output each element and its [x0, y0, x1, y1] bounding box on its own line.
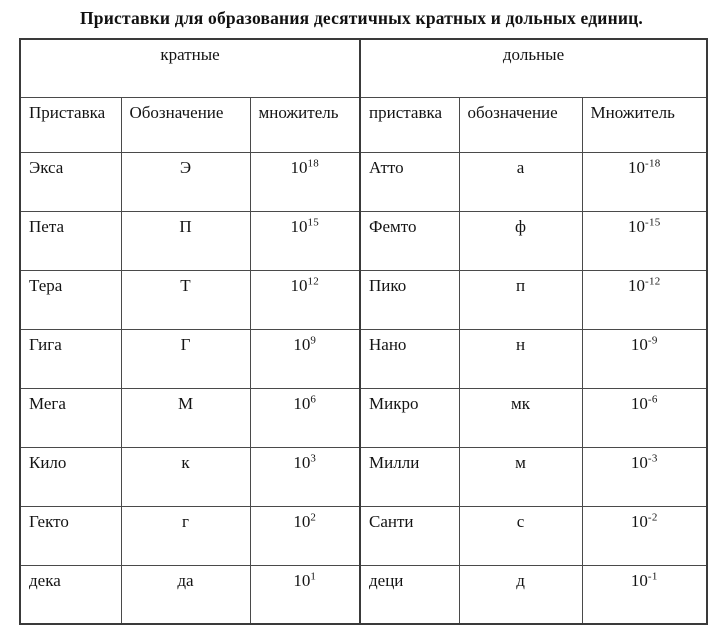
multiplier-base: 10 [627, 216, 645, 236]
table-body [20, 152, 707, 624]
symbol-cell-multiples: Т [121, 270, 250, 329]
column-header-symbol-s: обозначение [459, 97, 582, 152]
symbol-cell-submultiples: н [459, 329, 582, 388]
table-row [20, 152, 707, 211]
multiplier-exponent: -3 [647, 451, 658, 464]
multiplier-exponent: 1 [310, 569, 317, 582]
table-row [20, 447, 707, 506]
multiplier-cell-multiples [250, 447, 360, 506]
multiplier-cell-multiples [250, 211, 360, 270]
multiplier-base: 10 [293, 334, 311, 354]
group-header-multiples: кратные [20, 39, 360, 97]
multiplier-cell-multiples [250, 565, 360, 624]
multiplier-cell-submultiples [582, 152, 707, 211]
multiplier-exponent: 2 [310, 510, 317, 523]
multiplier-exponent: 3 [310, 451, 317, 464]
symbol-cell-submultiples: д [459, 565, 582, 624]
multiplier-cell-submultiples [582, 447, 707, 506]
prefix-cell-multiples: Гекто [20, 506, 121, 565]
table-row [20, 565, 707, 624]
table-header [20, 39, 707, 152]
multiplier-cell-submultiples [582, 329, 707, 388]
multiplier-base: 10 [630, 334, 648, 354]
symbol-cell-multiples: Г [121, 329, 250, 388]
multiplier-base: 10 [627, 157, 645, 177]
prefix-cell-submultiples: деци [360, 565, 459, 624]
table-row [20, 506, 707, 565]
multiplier-exponent: 9 [310, 333, 317, 346]
prefix-cell-multiples: Мега [20, 388, 121, 447]
column-header-row [20, 97, 707, 152]
symbol-cell-submultiples: п [459, 270, 582, 329]
multiplier-base: 10 [293, 570, 311, 590]
column-header-multiplier-s: Множитель [582, 97, 707, 152]
multiplier-cell-submultiples [582, 388, 707, 447]
multiplier-exponent: -15 [644, 215, 661, 228]
symbol-cell-submultiples: м [459, 447, 582, 506]
multiplier-base: 10 [290, 157, 308, 177]
multiplier-base: 10 [630, 570, 648, 590]
multiplier-exponent: -1 [647, 569, 658, 582]
page-title: Приставки для образования десятичных кратных и дольных единиц. [79, 8, 644, 28]
table-row [20, 211, 707, 270]
multiplier-cell-multiples [250, 388, 360, 447]
table-row [20, 388, 707, 447]
symbol-cell-submultiples: ф [459, 211, 582, 270]
multiplier-base: 10 [630, 393, 648, 413]
symbol-cell-multiples: Э [121, 152, 250, 211]
multiplier-cell-multiples [250, 329, 360, 388]
prefix-cell-submultiples: Атто [360, 152, 459, 211]
multiplier-cell-submultiples [582, 565, 707, 624]
prefix-cell-submultiples: Санти [360, 506, 459, 565]
table-row [20, 270, 707, 329]
prefix-cell-submultiples: Пико [360, 270, 459, 329]
symbol-cell-submultiples: с [459, 506, 582, 565]
prefix-cell-multiples: Тера [20, 270, 121, 329]
multiplier-cell-submultiples [582, 506, 707, 565]
prefix-cell-submultiples: Микро [360, 388, 459, 447]
multiplier-cell-multiples [250, 506, 360, 565]
column-header-prefix-s: приставка [360, 97, 459, 152]
symbol-cell-multiples: к [121, 447, 250, 506]
multiplier-exponent: -9 [647, 333, 658, 346]
prefix-cell-multiples: Пета [20, 211, 121, 270]
table-row [20, 329, 707, 388]
multiplier-base: 10 [630, 511, 648, 531]
multiplier-exponent: 6 [310, 392, 317, 405]
symbol-cell-multiples: П [121, 211, 250, 270]
prefix-cell-submultiples: Нано [360, 329, 459, 388]
prefix-cell-multiples: Гига [20, 329, 121, 388]
column-header-multiplier-m: множитель [250, 97, 360, 152]
group-header-submultiples: дольные [360, 39, 707, 97]
multiplier-base: 10 [293, 452, 311, 472]
multiplier-base: 10 [290, 216, 308, 236]
column-header-symbol-m: Обозначение [121, 97, 250, 152]
group-header-row [20, 39, 707, 97]
prefixes-table [19, 38, 708, 625]
multiplier-base: 10 [293, 511, 311, 531]
multiplier-exponent: -12 [644, 274, 661, 287]
prefix-cell-multiples: Кило [20, 447, 121, 506]
column-header-prefix-m: Приставка [20, 97, 121, 152]
multiplier-base: 10 [290, 275, 308, 295]
symbol-cell-submultiples: мк [459, 388, 582, 447]
prefix-cell-submultiples: Милли [360, 447, 459, 506]
symbol-cell-multiples: М [121, 388, 250, 447]
multiplier-exponent: 12 [307, 274, 320, 287]
prefix-cell-multiples: дека [20, 565, 121, 624]
symbol-cell-submultiples: а [459, 152, 582, 211]
multiplier-cell-multiples [250, 270, 360, 329]
symbol-cell-multiples: да [121, 565, 250, 624]
multiplier-base: 10 [293, 393, 311, 413]
multiplier-base: 10 [627, 275, 645, 295]
multiplier-exponent: -18 [644, 156, 661, 169]
multiplier-cell-submultiples [582, 270, 707, 329]
multiplier-exponent: -6 [647, 392, 658, 405]
multiplier-exponent: -2 [647, 510, 658, 523]
multiplier-cell-multiples [250, 152, 360, 211]
multiplier-exponent: 15 [307, 215, 320, 228]
prefix-cell-multiples: Экса [20, 152, 121, 211]
multiplier-base: 10 [630, 452, 648, 472]
multiplier-cell-submultiples [582, 211, 707, 270]
prefix-cell-submultiples: Фемто [360, 211, 459, 270]
symbol-cell-multiples: г [121, 506, 250, 565]
multiplier-exponent: 18 [307, 156, 320, 169]
